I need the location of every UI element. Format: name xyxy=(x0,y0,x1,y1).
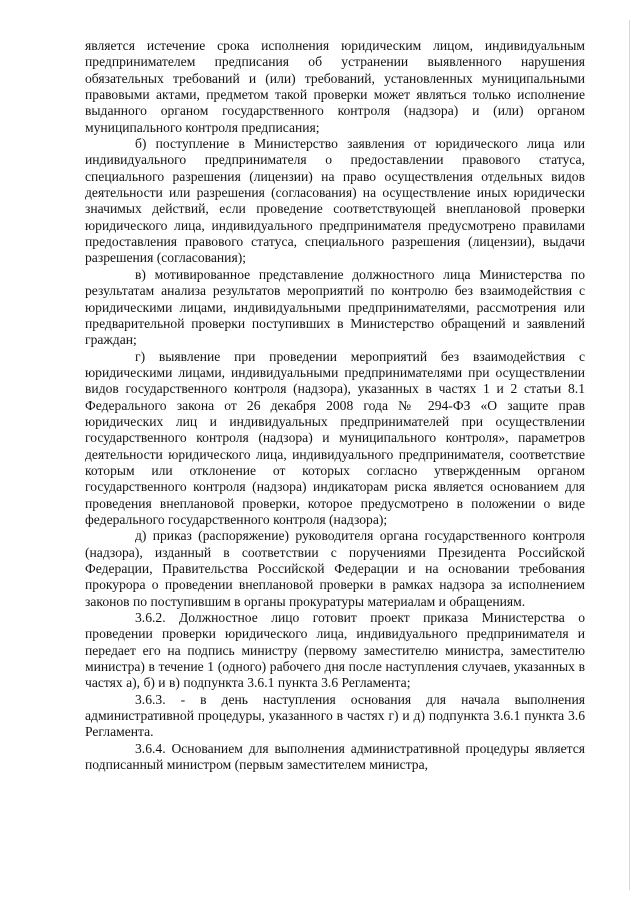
paragraph-item-b: б) поступление в Министерство заявления от юридического лица или индивидуального предпринимателя о предоставлении правового статуса, специального разрешения (лицензии) на право осуществления отдельных видов деятельности или разрешения (согласования) на осуществление иных юридически значимых действий, если проведение соответствующей внеплановой проверки юридического лица, индивидуального предпринимателя предусмотрено правилами предоставления правового статуса, специального разрешения (лицензии), выдачи разрешения (согласования); xyxy=(85,136,585,266)
paragraph-3-6-4: 3.6.4. Основанием для выполнения административной процедуры является подписанный министром (первым заместителем министра, xyxy=(85,740,585,773)
paragraph-continuation: является истечение срока исполнения юридическим лицом, индивидуальным предпринимателем предписания об устранении выявленного нарушения обязательных требований и (или) требований, установленных муниципальными правовыми актами, предметом такой проверки может являться только исполнение выданного органом государственного контроля (надзора) и (или) органом муниципального контроля предписания; xyxy=(85,38,585,135)
paragraph-3-6-2: 3.6.2. Должностное лицо готовит проект приказа Министерства о проведении проверки юридического лица, индивидуального предпринимателя и передает его на подпись министру (первому заместителю министра, заместителю министра) в течение 1 (одного) рабочего дня после наступления случаев, указанных в частях а), б) и в) подпункта 3.6.1 пункта 3.6 Регламента; xyxy=(85,610,585,691)
paragraph-3-6-3: 3.6.3. - в день наступления основания для начала выполнения административной процедуры, указанного в частях г) и д) подпункта 3.6.1 пункта 3.6 Регламента. xyxy=(85,691,585,740)
paragraph-item-v: в) мотивированное представление должностного лица Министерства по результатам анализа результатов мероприятий по контролю без взаимодействия с юридическими лицами, индивидуальными предпринимателями, рассмотрения или предварительной проверки поступивших в Министерство обращений и заявлений граждан; xyxy=(85,266,585,348)
document-body xyxy=(85,38,585,773)
paragraph-item-d: д) приказ (распоряжение) руководителя органа государственного контроля (надзора), изданный в соответствии с поручениями Президента Российской Федерации, Правительства Российской Федерации и на основании требования прокурора о проведении внеплановой проверки в рамках надзора за исполнением законов по поступившим в органы прокуратуры материалам и обращениям. xyxy=(85,528,585,609)
scan-edge-line xyxy=(629,20,630,890)
paragraph-item-g: г) выявление при проведении мероприятий без взаимодействия с юридическими лицами, индивидуальными предпринимателями при осуществлении видов государственного контроля (надзора), указанных в частях 1 и 2 статьи 8.1 Федерального закона от 26 декабря 2008 года № 294-ФЗ «О защите прав юридических лиц и индивидуальных предпринимателей при осуществлении государственного контроля (надзора) и муниципального контроля», параметров деятельности юридического лица, индивидуального предпринимателя, соответствие которым или отклонение от которых согласно утвержденным органом государственного контроля (надзора) индикаторам риска является основанием для проведения внеплановой проверки, которое предусмотрено в положении о виде федерального государственного контроля (надзора); xyxy=(85,348,585,527)
